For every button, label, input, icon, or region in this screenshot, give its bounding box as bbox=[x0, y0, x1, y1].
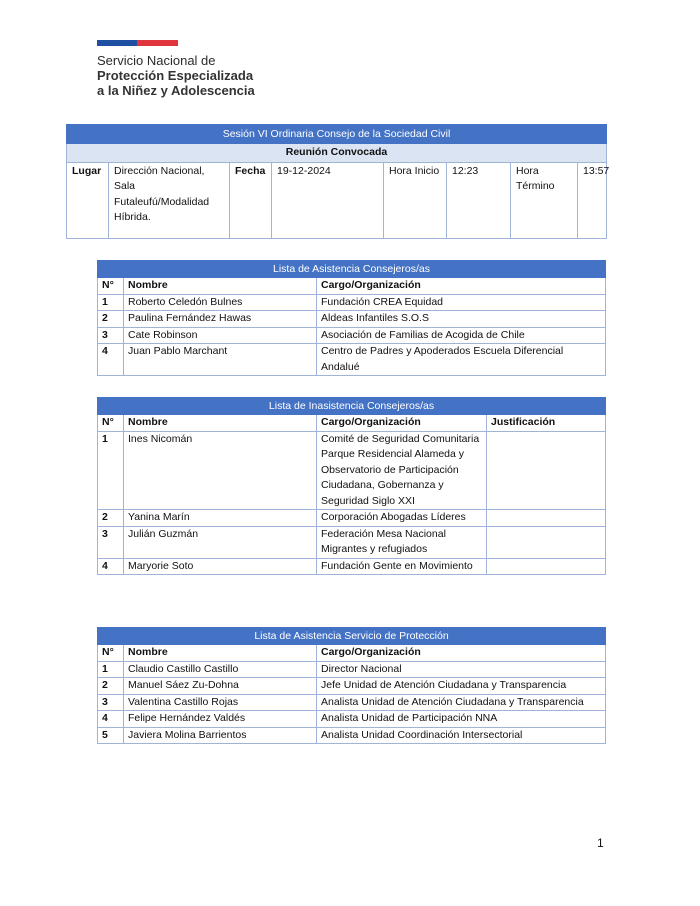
hora-inicio-label: Hora Inicio bbox=[384, 162, 447, 238]
col-header-num: N° bbox=[98, 645, 124, 662]
row-org: Fundación Gente en Movimiento bbox=[317, 558, 487, 575]
row-name: Claudio Castillo Castillo bbox=[124, 661, 317, 678]
row-name: Ines Nicomán bbox=[124, 431, 317, 510]
table-row bbox=[98, 727, 606, 744]
row-org: Analista Unidad Coordinación Intersectorial bbox=[317, 727, 606, 744]
row-number: 4 bbox=[98, 558, 124, 575]
row-name: Manuel Sáez Zu-Dohna bbox=[124, 678, 317, 695]
hora-termino-value: 13:57 bbox=[578, 162, 607, 238]
lugar-label: Lugar bbox=[67, 162, 109, 238]
row-org: Analista Unidad de Participación NNA bbox=[317, 711, 606, 728]
table-row bbox=[98, 294, 606, 311]
fecha-label: Fecha bbox=[230, 162, 272, 238]
table-row bbox=[98, 510, 606, 527]
table-row bbox=[98, 327, 606, 344]
row-org: Fundación CREA Equidad bbox=[317, 294, 606, 311]
absence-title: Lista de Inasistencia Consejeros/as bbox=[98, 398, 606, 415]
absence-table bbox=[97, 397, 606, 575]
row-org: Analista Unidad de Atención Ciudadana y Transparencia bbox=[317, 694, 606, 711]
row-number: 1 bbox=[98, 431, 124, 510]
row-name: Valentina Castillo Rojas bbox=[124, 694, 317, 711]
lugar-value: Dirección Nacional, Sala Futaleufú/Modalidad Híbrida. bbox=[109, 162, 230, 238]
row-number: 4 bbox=[98, 344, 124, 376]
col-header-num: N° bbox=[98, 415, 124, 432]
col-header-org: Cargo/Organización bbox=[317, 645, 606, 662]
row-name: Juan Pablo Marchant bbox=[124, 344, 317, 376]
fecha-value: 19-12-2024 bbox=[272, 162, 384, 238]
row-number: 3 bbox=[98, 526, 124, 558]
row-justification bbox=[487, 431, 606, 510]
row-org: Aldeas Infantiles S.O.S bbox=[317, 311, 606, 328]
row-number: 1 bbox=[98, 294, 124, 311]
row-name: Javiera Molina Barrientos bbox=[124, 727, 317, 744]
logo-line-3: a la Niñez y Adolescencia bbox=[97, 83, 255, 98]
row-org: Comité de Seguridad Comunitaria Parque Residencial Alameda y Observatorio de Participación Ciudadana, Gobernanza y Seguridad Siglo XXI bbox=[317, 431, 487, 510]
row-justification bbox=[487, 558, 606, 575]
row-name: Roberto Celedón Bulnes bbox=[124, 294, 317, 311]
row-org: Director Nacional bbox=[317, 661, 606, 678]
attendance-table bbox=[97, 260, 606, 376]
session-subtitle: Reunión Convocada bbox=[67, 144, 607, 163]
row-org: Federación Mesa Nacional Migrantes y refugiados bbox=[317, 526, 487, 558]
table-row bbox=[98, 678, 606, 695]
col-header-name: Nombre bbox=[124, 645, 317, 662]
session-table bbox=[66, 124, 610, 239]
row-number: 4 bbox=[98, 711, 124, 728]
service-attendance-title: Lista de Asistencia Servicio de Protección bbox=[98, 628, 606, 645]
col-header-num: N° bbox=[98, 278, 124, 295]
logo-line-2: Protección Especializada bbox=[97, 68, 254, 83]
col-header-justification: Justificación bbox=[487, 415, 606, 432]
row-number: 1 bbox=[98, 661, 124, 678]
hora-termino-label: Hora Término bbox=[511, 162, 578, 238]
row-justification bbox=[487, 510, 606, 527]
row-number: 2 bbox=[98, 311, 124, 328]
col-header-org: Cargo/Organización bbox=[317, 415, 487, 432]
row-name: Paulina Fernández Hawas bbox=[124, 311, 317, 328]
table-row bbox=[98, 431, 606, 510]
row-name: Cate Robinson bbox=[124, 327, 317, 344]
row-number: 5 bbox=[98, 727, 124, 744]
row-name: Maryorie Soto bbox=[124, 558, 317, 575]
row-number: 2 bbox=[98, 678, 124, 695]
service-attendance-table bbox=[97, 627, 606, 744]
row-justification bbox=[487, 526, 606, 558]
hora-inicio-value: 12:23 bbox=[447, 162, 511, 238]
table-row bbox=[98, 661, 606, 678]
logo-line-1: Servicio Nacional de bbox=[97, 53, 216, 68]
row-name: Yanina Marín bbox=[124, 510, 317, 527]
session-title: Sesión VI Ordinaria Consejo de la Sociedad Civil bbox=[67, 125, 607, 144]
table-row bbox=[98, 558, 606, 575]
attendance-title: Lista de Asistencia Consejeros/as bbox=[98, 261, 606, 278]
table-row bbox=[98, 344, 606, 376]
col-header-name: Nombre bbox=[124, 278, 317, 295]
row-number: 3 bbox=[98, 327, 124, 344]
logo-color-bar bbox=[97, 40, 178, 46]
row-number: 3 bbox=[98, 694, 124, 711]
agency-logo bbox=[97, 40, 297, 98]
table-row bbox=[98, 311, 606, 328]
table-row bbox=[98, 711, 606, 728]
row-org: Corporación Abogadas Líderes bbox=[317, 510, 487, 527]
table-row bbox=[98, 694, 606, 711]
page-number: 1 bbox=[597, 836, 604, 850]
table-row bbox=[98, 526, 606, 558]
row-org: Centro de Padres y Apoderados Escuela Diferencial Andalué bbox=[317, 344, 606, 376]
row-org: Jefe Unidad de Atención Ciudadana y Transparencia bbox=[317, 678, 606, 695]
row-name: Julián Guzmán bbox=[124, 526, 317, 558]
col-header-org: Cargo/Organización bbox=[317, 278, 606, 295]
row-number: 2 bbox=[98, 510, 124, 527]
row-org: Asociación de Familias de Acogida de Chile bbox=[317, 327, 606, 344]
col-header-name: Nombre bbox=[124, 415, 317, 432]
row-name: Felipe Hernández Valdés bbox=[124, 711, 317, 728]
